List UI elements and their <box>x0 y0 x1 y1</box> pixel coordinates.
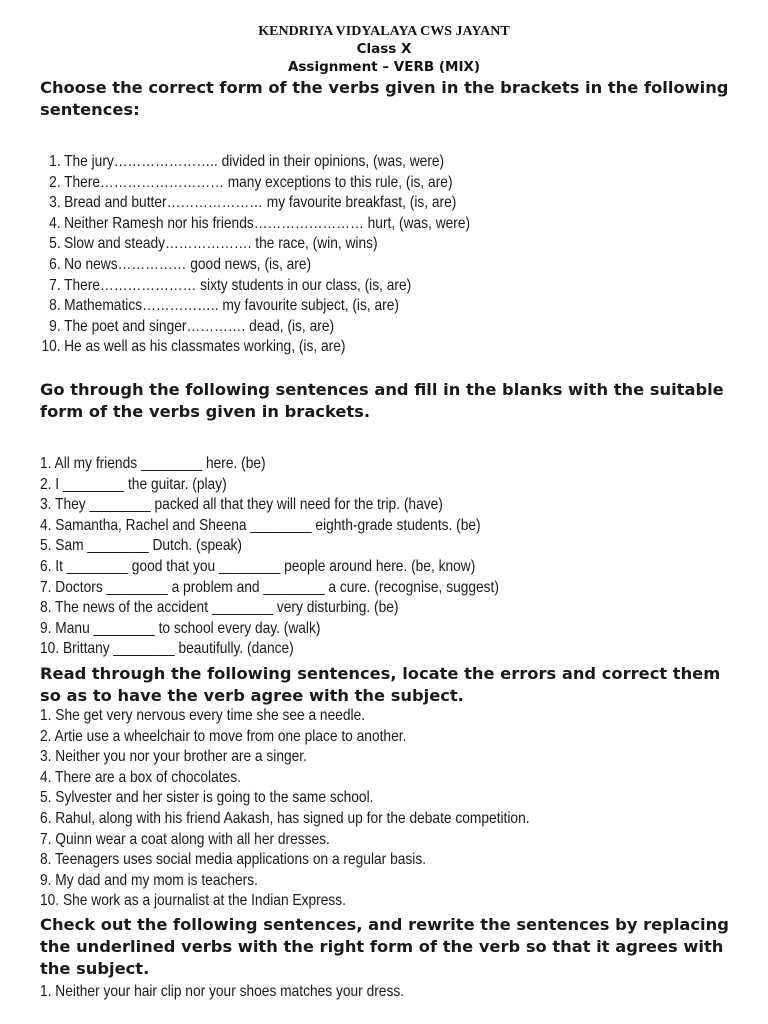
section-3-heading: Read through the following sentences, locate the errors and correct them so as to have the verb agree with the subject. <box>40 664 721 705</box>
list-item: 2. I ________ the guitar. (play) <box>40 475 227 493</box>
list-item: 8. Teenagers uses social media applications on a regular basis. <box>40 851 427 869</box>
list-item: 6. It ________ good that you ________ people around here. (be, know) <box>40 557 476 575</box>
list-item: 8. Mathematics…………….. my favourite subject, (is, are) <box>49 297 399 315</box>
list-item: 6. No news…………… good news, (is, are) <box>49 255 312 273</box>
list-item: 4. Neither Ramesh nor his friends…………………… hurt, (was, were) <box>49 214 471 232</box>
list-item: 7. There………………… sixty students in our class, (is, are) <box>49 276 412 294</box>
list-item: 9. My dad and my mom is teachers. <box>40 871 258 889</box>
list-item: 1. All my friends ________ here. (be) <box>40 455 266 472</box>
list-item: 5. Sam ________ Dutch. (speak) <box>40 537 242 555</box>
list-item: 9. Manu ________ to school every day. (walk) <box>40 619 321 637</box>
list-item: 3. Bread and butter………………… my favourite breakfast, (is, are) <box>49 194 457 212</box>
list-item: 2. Artie use a wheelchair to move from one place to another. <box>40 727 407 745</box>
list-item: 4. Samantha, Rachel and Sheena ________ eighth-grade students. (be) <box>40 516 481 534</box>
section-3-list <box>40 706 609 912</box>
list-item: 1. The jury………………….. divided in their opinions, (was, were) <box>49 153 445 170</box>
list-item: 3. Neither you nor your brother are a singer. <box>40 748 307 766</box>
list-item: 5. Slow and steady………………. the race, (win, wins) <box>49 235 378 253</box>
section-4-heading: Check out the following sentences, and rewrite the sentences by replacing the underlined verbs with the right form of the verb so that it agrees with the subject. <box>40 915 729 978</box>
list-item: 1. She get very nervous every time she see a needle. <box>40 707 366 724</box>
section-2-list <box>40 454 574 660</box>
school-name: KENDRIYA VIDYALAYA CWS JAYANT <box>258 24 510 39</box>
section-4-list <box>40 982 463 1003</box>
class-label: Class X <box>356 41 412 57</box>
list-item: 7. Quinn wear a coat along with all her dresses. <box>40 830 330 848</box>
section-1-heading: Choose the correct form of the verbs given in the brackets in the following sentences: <box>40 78 729 119</box>
list-item: 4. There are a box of chocolates. <box>40 768 241 786</box>
list-item: 9. The poet and singer…………. dead, (is, are) <box>49 317 335 335</box>
assignment-title: Assignment – VERB (MIX) <box>287 59 481 75</box>
list-item: 3. They ________ packed all that they will need for the trip. (have) <box>40 496 443 514</box>
list-item: 7. Doctors ________ a problem and ________ a cure. (recognise, suggest) <box>40 578 499 596</box>
list-item: 2. There……………………… many exceptions to this rule, (is, are) <box>49 173 453 191</box>
section-2-heading: Go through the following sentences and fill in the blanks with the suitable form of the verbs given in brackets. <box>40 380 724 421</box>
section-1-list <box>40 152 540 358</box>
list-item: 5. Sylvester and her sister is going to the same school. <box>40 789 374 807</box>
list-item: 10. She work as a journalist at the Indian Express. <box>40 892 346 910</box>
list-item: 10. Brittany ________ beautifully. (dance) <box>40 640 294 658</box>
list-item: 8. The news of the accident ________ very disturbing. (be) <box>40 599 399 617</box>
list-item: 6. Rahul, along with his friend Aakash, has signed up for the debate competition. <box>40 809 530 827</box>
list-item: 10. He as well as his classmates working, (is, are) <box>41 338 346 356</box>
list-item: 1. Neither your hair clip nor your shoes matches your dress. <box>40 983 405 1000</box>
